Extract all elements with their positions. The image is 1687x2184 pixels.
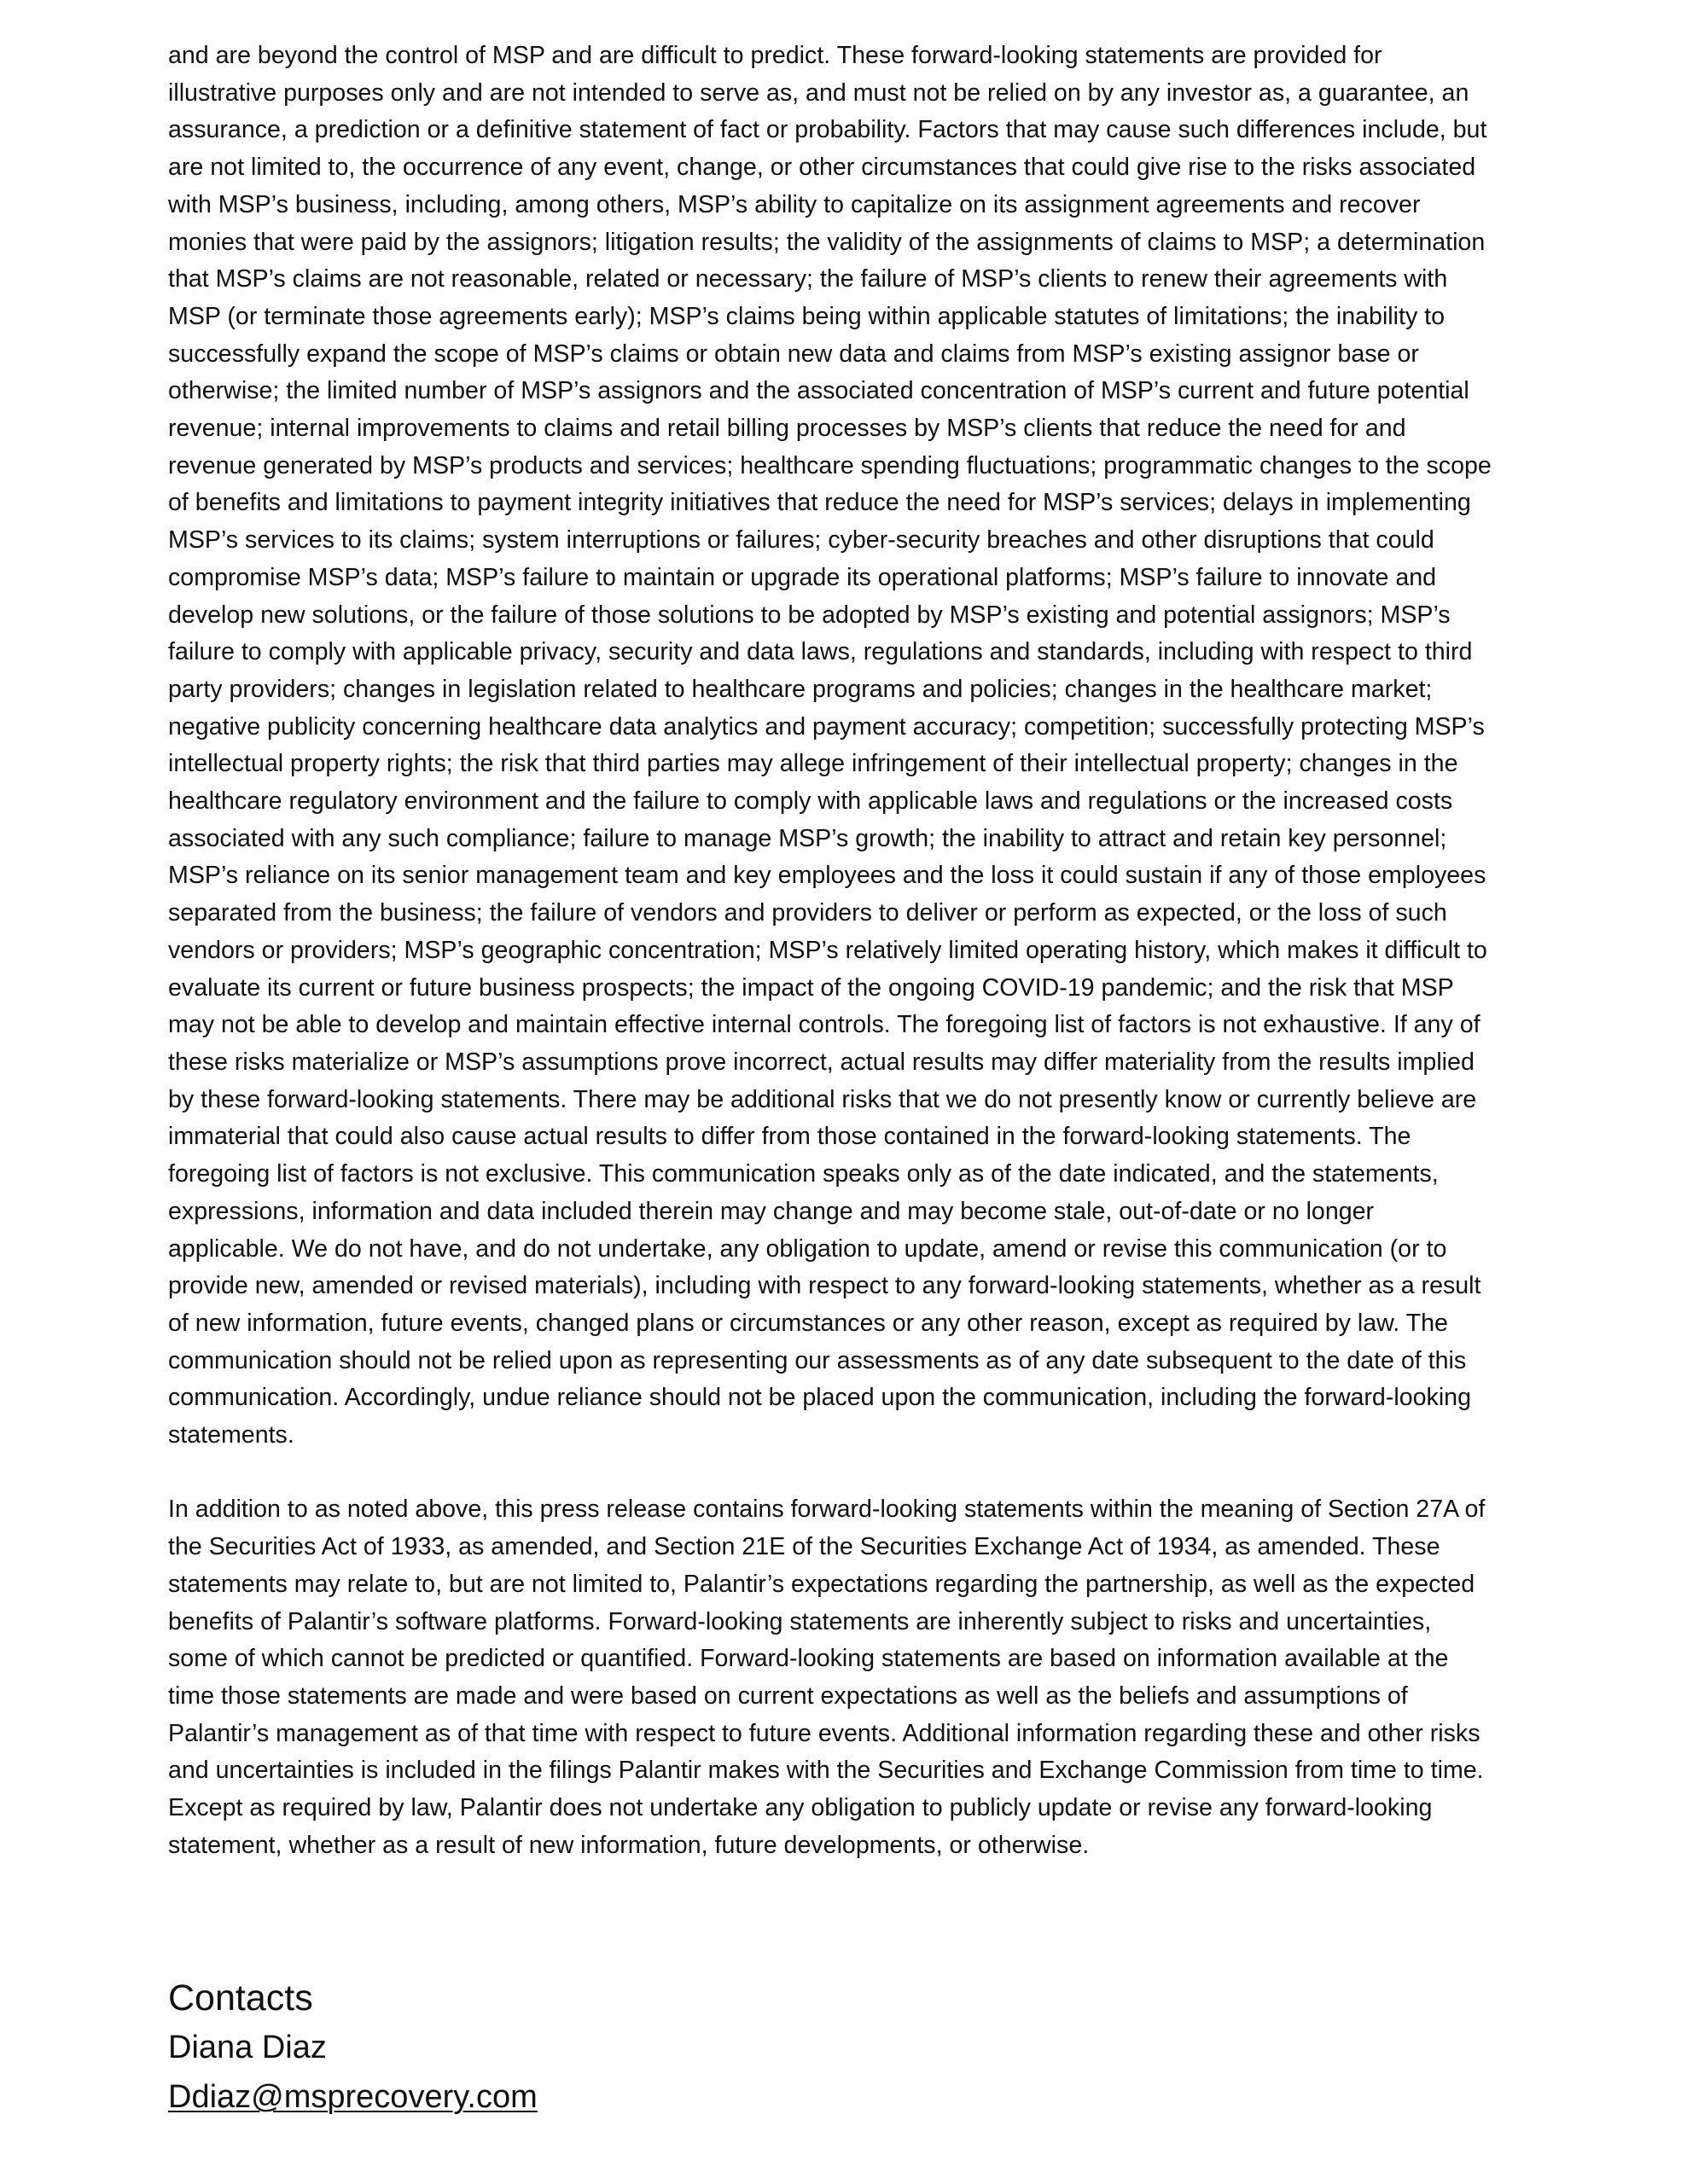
text-line: healthcare regulatory environment and the failure to comply with applicable laws and regulations or the increased costs <box>168 787 1453 816</box>
contact-email-link[interactable]: Ddiaz@msprecovery.com <box>168 2079 538 2115</box>
text-line: communication should not be relied upon as representing our assessments as of any date subsequent to the date of this <box>168 1346 1467 1374</box>
text-line: compromise MSP’s data; MSP’s failure to maintain or upgrade its operational platforms; MSP’s failure to innovate and <box>168 563 1437 591</box>
contacts-section <box>168 1973 538 2122</box>
text-line: revenue; internal improvements to claims and retail billing processes by MSP’s clients that reduce the need for and <box>168 415 1406 443</box>
text-line: otherwise; the limited number of MSP’s assignors and the associated concentration of MSP’s current and future potential <box>168 377 1469 405</box>
text-line: and uncertainties is included in the filings Palantir makes with the Securities and Exchange Commission from time to time. <box>168 1757 1484 1785</box>
text-line: statements may relate to, but are not limited to, Palantir’s expectations regarding the partnership, as well as the expected <box>168 1570 1475 1598</box>
text-line: benefits of Palantir’s software platforms. Forward-looking statements are inherently subject to risks and uncertainties, <box>168 1607 1432 1635</box>
text-line: negative publicity concerning healthcare data analytics and payment accuracy; competition; successfully protecting MSP’s <box>168 712 1485 741</box>
text-line: may not be able to develop and maintain effective internal controls. The foregoing list of factors is not exhaustive. If any of <box>168 1011 1480 1039</box>
text-line: revenue generated by MSP’s products and services; healthcare spending fluctuations; programmatic changes to the scope <box>168 451 1492 479</box>
text-line: and are beyond the control of MSP and are difficult to predict. These forward-looking statements are provided for <box>168 42 1382 69</box>
text-line: communication. Accordingly, undue reliance should not be placed upon the communication, including the forward-looking <box>168 1384 1471 1412</box>
text-line: statement, whether as a result of new information, future developments, or otherwise. <box>168 1831 1090 1859</box>
text-line: of benefits and limitations to payment integrity initiatives that reduce the need for MSP’s services; delays in implementing <box>168 489 1471 517</box>
contacts-heading: Contacts <box>168 1978 313 2018</box>
paragraph-spacer <box>168 1455 1533 1492</box>
text-line: by these forward-looking statements. There may be additional risks that we do not presently know or currently believe are <box>168 1085 1477 1113</box>
text-line: evaluate its current or future business prospects; the impact of the ongoing COVID-19 pandemic; and the risk that MSP <box>168 973 1454 1002</box>
forward-looking-disclaimer-paragraph <box>168 38 1533 1455</box>
text-line: separated from the business; the failure of vendors and providers to deliver or perform as expected, or the loss of such <box>168 899 1447 927</box>
contact-name: Diana Diaz <box>168 2030 327 2065</box>
text-line: party providers; changes in legislation related to healthcare programs and policies; changes in the healthcare market; <box>168 675 1433 703</box>
text-line: are not limited to, the occurrence of any event, change, or other circumstances that could give rise to the risks associated <box>168 154 1476 182</box>
text-line: successfully expand the scope of MSP’s claims or obtain new data and claims from MSP’s existing assignor base or <box>168 340 1419 368</box>
text-line: vendors or providers; MSP’s geographic concentration; MSP’s relatively limited operating history, which makes it difficult to <box>168 936 1487 964</box>
text-line: expressions, information and data included therein may change and may become stale, out-of-date or no longer <box>168 1197 1375 1225</box>
text-line: provide new, amended or revised materials), including with respect to any forward-looking statements, whether as a result <box>168 1272 1481 1300</box>
text-line: that MSP’s claims are not reasonable, related or necessary; the failure of MSP’s clients to renew their agreements with <box>168 265 1448 293</box>
text-line: these risks materialize or MSP’s assumptions prove incorrect, actual results may differ materiality from the results implied <box>168 1048 1475 1076</box>
text-line: monies that were paid by the assignors; litigation results; the validity of the assignments of claims to MSP; a determination <box>168 228 1486 256</box>
text-line: MSP (or terminate those agreements early); MSP’s claims being within applicable statutes of limitations; the inability to <box>168 302 1446 330</box>
text-line: applicable. We do not have, and do not undertake, any obligation to update, amend or revise this communication (or to <box>168 1234 1447 1263</box>
text-line: Palantir’s management as of that time with respect to future events. Additional information regarding these and other risks <box>168 1719 1480 1747</box>
text-line: failure to comply with applicable privacy, security and data laws, regulations and standards, including with respect to third <box>168 638 1473 666</box>
text-line: assurance, a prediction or a definitive statement of fact or probability. Factors that may cause such differences include, but <box>168 116 1487 144</box>
text-line: foregoing list of factors is not exclusive. This communication speaks only as of the date indicated, and the statements, <box>168 1160 1439 1188</box>
text-line: statements. <box>168 1421 294 1449</box>
text-line: Except as required by law, Palantir does not undertake any obligation to publicly update or revise any forward-looking <box>168 1794 1433 1822</box>
text-line: associated with any such compliance; failure to manage MSP’s growth; the inability to attract and retain key personnel; <box>168 824 1447 852</box>
text-line: of new information, future events, changed plans or circumstances or any other reason, except as required by law. The <box>168 1309 1448 1337</box>
text-line: MSP’s services to its claims; system interruptions or failures; cyber-security breaches and other disruptions that could <box>168 526 1434 555</box>
text-line: In addition to as noted above, this press release contains forward-looking statements within the meaning of Section 27A of <box>168 1496 1486 1524</box>
text-line: time those statements are made and were based on current expectations as well as the beliefs and assumptions of <box>168 1682 1408 1710</box>
text-line: MSP’s reliance on its senior management team and key employees and the loss it could sustain if any of those employees <box>168 862 1486 890</box>
text-line: with MSP’s business, including, among others, MSP’s ability to capitalize on its assignment agreements and recover <box>168 190 1421 218</box>
text-line: intellectual property rights; the risk that third parties may allege infringement of their intellectual property; changes in the <box>168 750 1458 778</box>
text-line: illustrative purposes only and are not intended to serve as, and must not be relied on by any investor as, a guarantee, an <box>168 78 1469 107</box>
securities-act-paragraph <box>168 1491 1533 1864</box>
text-line: some of which cannot be predicted or quantified. Forward-looking statements are based on information available at the <box>168 1645 1449 1673</box>
text-line: immaterial that could also cause actual results to differ from those contained in the forward-looking statements. The <box>168 1123 1411 1151</box>
document-body <box>168 38 1533 1864</box>
text-line: develop new solutions, or the failure of those solutions to be adopted by MSP’s existing and potential assignors; MSP’s <box>168 601 1451 629</box>
text-line: the Securities Act of 1933, as amended, and Section 21E of the Securities Exchange Act of 1934, as amended. These <box>168 1533 1440 1561</box>
